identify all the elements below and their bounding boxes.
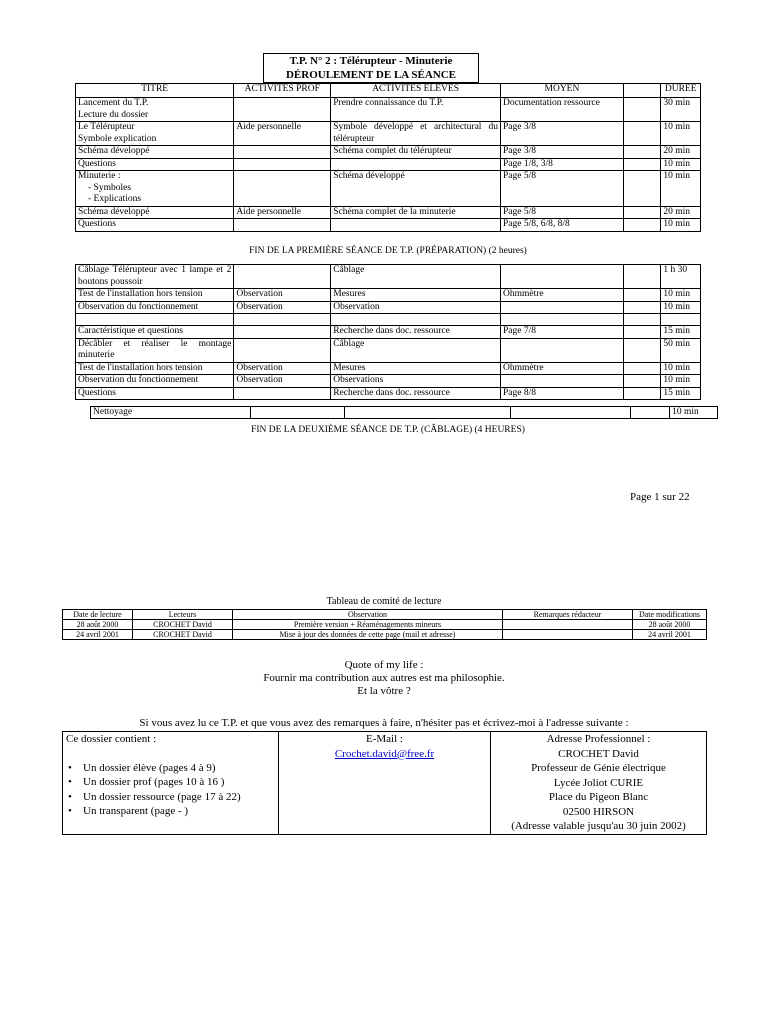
session-2-table xyxy=(75,264,701,400)
bullet-icon: • xyxy=(68,776,72,788)
cell-extra xyxy=(623,289,661,302)
comite-cell: 28 août 2000 xyxy=(633,620,707,630)
cell-eleves: Mesures xyxy=(331,362,501,375)
cell-duree: 10 min xyxy=(661,362,701,375)
cell-titre-text: Caractéristique et questions xyxy=(78,326,183,336)
cell-prof xyxy=(234,338,331,362)
comite-cell xyxy=(503,630,633,640)
email-cell xyxy=(279,732,491,835)
page-number: Page 1 sur 22 xyxy=(630,491,690,503)
comite-header-date: Date de lecture xyxy=(63,610,133,620)
sub-item xyxy=(78,194,231,206)
cell-titre-text: Questions xyxy=(78,387,116,398)
cell-prof xyxy=(234,314,331,326)
table-row xyxy=(76,375,701,388)
cell-prof: Observation xyxy=(234,362,331,375)
cell-titre xyxy=(76,387,234,400)
cell-duree: 10 min xyxy=(661,375,701,388)
comite-header-observation: Observation xyxy=(233,610,503,620)
table-row xyxy=(76,362,701,375)
cell-duree: 20 min xyxy=(661,146,701,159)
comite-row xyxy=(63,620,707,630)
cell-eleves: Observation xyxy=(331,301,501,314)
sub-item-label: Symboles xyxy=(93,182,132,193)
quote-line-3: Et la vôtre ? xyxy=(357,685,411,697)
cell-extra xyxy=(623,158,661,171)
cell-moyen: Documentation ressource xyxy=(500,98,623,122)
cell-moyen xyxy=(500,265,623,289)
cell-titre-text: Observation du fonctionnement xyxy=(78,375,199,385)
address-line: Adresse Professionnel : xyxy=(546,733,651,745)
cell-prof xyxy=(234,171,331,207)
end-session-2: FIN DE LA DEUXIÈME SÉANCE DE T.P. (CÂBLAGE) (4 HEURES) xyxy=(251,425,525,435)
cell-extra xyxy=(623,265,661,289)
cell-prof: Observation xyxy=(234,301,331,314)
comite-cell: 24 avril 2001 xyxy=(633,630,707,640)
header-titre: TITRE xyxy=(76,84,234,98)
address-line: 02500 HIRSON xyxy=(562,805,635,818)
cell-duree: 10 min xyxy=(661,122,701,146)
table-row xyxy=(76,301,701,314)
cell-moyen: Page 3/8 xyxy=(500,122,623,146)
cell-extra xyxy=(623,206,661,219)
cell-eleves: Observations xyxy=(331,375,501,388)
cell-eleves: Prendre connaissance du T.P. xyxy=(331,98,501,122)
list-item xyxy=(66,775,275,790)
comite-header-lecteurs: Lecteurs xyxy=(133,610,233,620)
comite-cell: CROCHET David xyxy=(133,620,233,630)
bullet-icon: • xyxy=(68,761,72,774)
cell-eleves: Schéma développé xyxy=(331,171,501,207)
comite-cell xyxy=(503,620,633,630)
quote-block xyxy=(62,659,706,698)
cell-moyen: Page 5/8, 6/8, 8/8 xyxy=(500,219,623,232)
cell-eleves: Câblage xyxy=(331,338,501,362)
cell-extra xyxy=(623,387,661,400)
cell-moyen: Page 8/8 xyxy=(500,387,623,400)
list-item-label: Un dossier prof (pages 10 à 16 ) xyxy=(83,776,225,788)
cell-moyen: Ohmmètre xyxy=(500,289,623,302)
cell-prof xyxy=(234,146,331,159)
contents-title: Ce dossier contient : xyxy=(66,733,157,745)
comite-row xyxy=(63,630,707,640)
cleaning-label: Nettoyage xyxy=(91,407,251,419)
cell-moyen: Ohmmètre xyxy=(500,362,623,375)
list-item-label: Un transparent (page - ) xyxy=(83,805,189,817)
cell-moyen: Page 7/8 xyxy=(500,326,623,339)
document-title xyxy=(263,53,479,83)
contact-table xyxy=(62,731,707,835)
cell-titre xyxy=(76,146,234,159)
cell-eleves: Recherche dans doc. ressource xyxy=(331,326,501,339)
cell-titre xyxy=(76,206,234,219)
address-cell xyxy=(491,732,707,835)
cell-prof: Aide personnelle xyxy=(234,206,331,219)
cell-prof xyxy=(234,387,331,400)
cell-extra xyxy=(623,326,661,339)
cell-duree: 50 min xyxy=(661,338,701,362)
cell-eleves: Symbole développé et architectural du télérupteur xyxy=(331,122,501,146)
contents-cell xyxy=(63,732,279,835)
cell-extra xyxy=(623,301,661,314)
table-row xyxy=(76,326,701,339)
cell-titre xyxy=(76,338,234,362)
comite-cell: 28 août 2000 xyxy=(63,620,133,630)
table-header-row xyxy=(76,84,701,98)
address-line: (Adresse valable jusqu'au 30 juin 2002) xyxy=(511,820,686,832)
cell-extra xyxy=(623,122,661,146)
quote-line-2: Fournir ma contribution aux autres est ma philosophie. xyxy=(263,672,505,684)
cell-duree: 30 min xyxy=(661,98,701,122)
address-line: Lycée Joliot CURIE xyxy=(553,776,644,789)
cell-titre-text: Questions xyxy=(78,219,116,229)
comite-cell: CROCHET David xyxy=(133,630,233,640)
contents-list xyxy=(66,761,275,819)
cell-moyen: Page 3/8 xyxy=(500,146,623,159)
cell-titre xyxy=(76,158,234,171)
comite-caption: Tableau de comité de lecture xyxy=(326,596,442,607)
end-session-1: FIN DE LA PREMIÈRE SÉANCE DE T.P. (PRÉPARATION) (2 heures) xyxy=(249,246,527,256)
session-1-table xyxy=(75,83,701,232)
cell-duree: 20 min xyxy=(661,206,701,219)
cell-titre xyxy=(76,326,234,339)
dash-icon: - xyxy=(88,194,94,204)
cell-extra xyxy=(623,219,661,232)
cell-titre-text: Décâbler et réaliser le montage minuterie xyxy=(78,338,232,360)
cell-moyen: Page 5/8 xyxy=(500,171,623,207)
cell-titre xyxy=(76,362,234,375)
table-row xyxy=(76,122,701,146)
table-row xyxy=(76,265,701,289)
cell-eleves xyxy=(331,158,501,171)
header-prof: ACTIVITES PROF xyxy=(234,84,331,98)
header-duree: DUREE xyxy=(661,84,701,98)
cell-prof xyxy=(234,219,331,232)
table-row xyxy=(76,387,701,400)
sub-item-label: Explications xyxy=(93,194,142,204)
cell-extra xyxy=(623,171,661,207)
cell-moyen: Page 5/8 xyxy=(500,206,623,219)
cell-moyen xyxy=(500,314,623,326)
header-eleves: ACTIVITES ELEVES xyxy=(331,84,501,98)
cell-extra xyxy=(623,338,661,362)
address-line: CROCHET David xyxy=(558,747,639,760)
cell-titre xyxy=(76,289,234,302)
comite-header-row xyxy=(63,610,707,620)
cell-extra xyxy=(623,98,661,122)
cell-eleves: Recherche dans doc. ressource xyxy=(331,387,501,400)
cell-eleves: Schéma complet du télérupteur xyxy=(331,146,501,159)
table-row xyxy=(76,289,701,302)
table-row xyxy=(76,98,701,122)
bullet-icon: • xyxy=(68,805,72,817)
quote-line-1: Quote of my life : xyxy=(344,659,424,671)
session-2-body xyxy=(76,265,701,400)
comite-header-remarques: Remarques rédacteur xyxy=(503,610,633,620)
cell-eleves: Câblage xyxy=(331,265,501,289)
cell-eleves xyxy=(331,219,501,232)
cleaning-duree: 10 min xyxy=(670,407,718,419)
cell-titre xyxy=(76,375,234,388)
cell-prof: Aide personnelle xyxy=(234,122,331,146)
cleaning-row-table xyxy=(90,406,718,419)
cell-duree: 10 min xyxy=(661,301,701,314)
list-item-label: Un dossier ressource (page 17 à 22) xyxy=(83,790,241,803)
address-line: Place du Pigeon Blanc xyxy=(548,791,649,803)
cell-eleves xyxy=(331,314,501,326)
cell-duree xyxy=(661,314,701,326)
cell-prof xyxy=(234,326,331,339)
cell-titre xyxy=(76,301,234,314)
comite-cell: Première version + Réaménagements mineurs xyxy=(233,620,503,630)
cell-titre-text: Schéma développé xyxy=(78,206,150,217)
table-row xyxy=(76,171,701,207)
email-link[interactable]: Crochet.david@free.fr xyxy=(334,747,435,760)
cell-titre-text: Minuterie : xyxy=(78,171,121,181)
cell-duree: 10 min xyxy=(661,289,701,302)
cell-titre-text: Questions xyxy=(78,158,116,169)
table-row xyxy=(76,219,701,232)
cell-titre xyxy=(76,122,234,146)
cell-titre-text: Le Télérupteur Symbole explication xyxy=(78,122,157,144)
table-row xyxy=(76,146,701,159)
cell-duree: 15 min xyxy=(661,326,701,339)
cell-prof: Observation xyxy=(234,375,331,388)
dash-icon: - xyxy=(88,182,94,193)
table-row xyxy=(76,206,701,219)
cell-titre xyxy=(76,314,234,326)
cell-eleves: Mesures xyxy=(331,289,501,302)
header-moyen: MOYEN xyxy=(500,84,623,98)
cell-prof xyxy=(234,98,331,122)
cell-titre-text: Câblage Télérupteur avec 1 lampe et 2 boutons poussoir xyxy=(78,265,232,287)
cell-extra xyxy=(623,146,661,159)
cell-titre-text: Test de l'installation hors tension xyxy=(78,289,203,299)
table-row xyxy=(76,158,701,171)
cell-extra xyxy=(623,314,661,326)
cell-titre xyxy=(76,265,234,289)
cell-duree: 10 min xyxy=(661,158,701,171)
session-1-body xyxy=(76,98,701,232)
address-line: Professeur de Génie électrique xyxy=(531,762,666,774)
cell-extra xyxy=(623,375,661,388)
comite-header-modifications: Date modifications xyxy=(633,610,707,620)
cell-titre-text: Lancement du T.P. Lecture du dossier xyxy=(78,98,149,120)
cell-titre xyxy=(76,219,234,232)
table-row xyxy=(76,314,701,326)
cell-prof xyxy=(234,158,331,171)
invitation-text: Si vous avez lu ce T.P. et que vous avez des remarques à faire, n'hésiter pas et écrivez-moi à l'adresse suivante : xyxy=(139,717,629,729)
cell-titre-text: Observation du fonctionnement xyxy=(78,301,199,312)
cell-moyen xyxy=(500,338,623,362)
cell-eleves: Schéma complet de la minuterie xyxy=(331,206,501,219)
cell-duree: 10 min xyxy=(661,171,701,207)
cell-moyen: Page 1/8, 3/8 xyxy=(500,158,623,171)
cell-extra xyxy=(623,362,661,375)
table-row xyxy=(76,338,701,362)
bullet-icon: • xyxy=(68,790,72,803)
cell-prof xyxy=(234,265,331,289)
cell-titre-text: Schéma développé xyxy=(78,146,150,156)
list-item xyxy=(66,761,275,776)
list-item xyxy=(66,804,275,819)
comite-cell: Mise à jour des données de cette page (mail et adresse) xyxy=(233,630,503,640)
comite-table xyxy=(62,609,707,640)
cell-duree: 15 min xyxy=(661,387,701,400)
cleaning-row xyxy=(91,407,718,419)
cell-moyen xyxy=(500,375,623,388)
sub-item xyxy=(78,183,231,195)
title-line-2: DÉROULEMENT DE LA SÉANCE xyxy=(285,69,457,81)
list-item-label: Un dossier élève (pages 4 à 9) xyxy=(83,761,216,774)
title-line-1: T.P. N° 2 : Télérupteur - Minuterie xyxy=(289,55,453,67)
cell-duree: 1 h 30 xyxy=(661,265,701,289)
cell-prof: Observation xyxy=(234,289,331,302)
header-extra xyxy=(623,84,661,98)
cell-duree: 10 min xyxy=(661,219,701,232)
cell-titre xyxy=(76,171,234,207)
cell-moyen xyxy=(500,301,623,314)
cell-titre xyxy=(76,98,234,122)
comite-cell: 24 avril 2001 xyxy=(63,630,133,640)
cell-titre-text: Test de l'installation hors tension xyxy=(78,362,203,373)
email-label: E-Mail : xyxy=(366,733,403,745)
list-item xyxy=(66,790,275,805)
